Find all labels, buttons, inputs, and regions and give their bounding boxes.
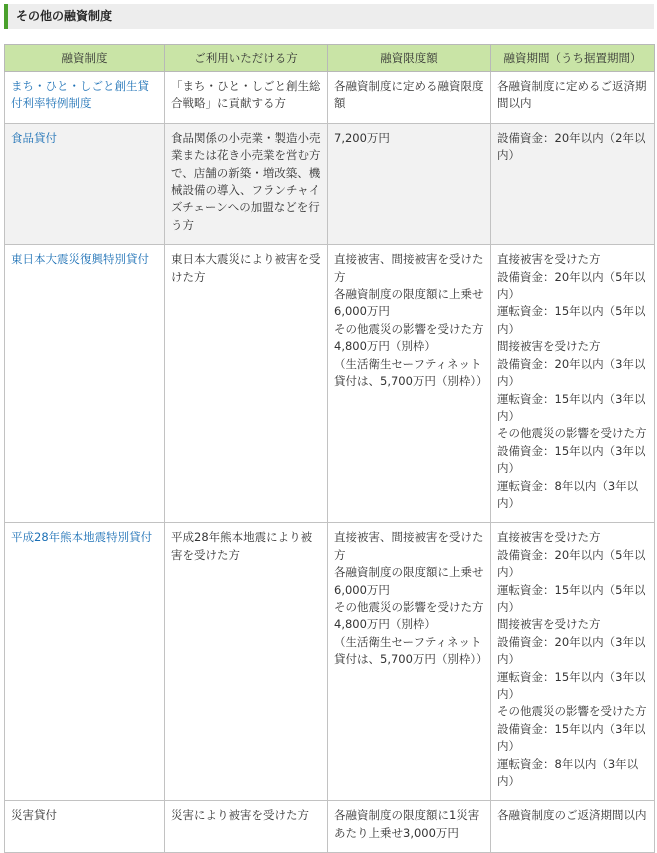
table-row [5,72,655,124]
period-line: 設備資金：20年以内（5年以内） [497,547,646,580]
period-line: 直接被害を受けた方 [497,530,601,545]
limit-line: その他震災の影響を受けた方 [334,321,484,336]
limit-cell [328,523,491,801]
program-name-cell [5,801,165,853]
period-line: 運転資金：15年以内（3年以内） [497,391,646,423]
period-line: 運転資金：8年以内（3年以内） [497,756,639,789]
table-row [5,523,655,801]
period-line: その他震災の影響を受けた方 [497,426,647,441]
eligible-text: 食品関係の小売業・製造小売業または花き小売業を営む方で、店舗の新築・増改築、機械設備の導入、フランチャイズチェーンへの加盟などを行う方 [171,130,321,232]
limit-cell [328,801,491,853]
period-cell [491,245,655,523]
limit-line: 7,200万円 [334,130,390,145]
limit-line: 各融資制度の限度額に1災害あたり上乗せ3,000万円 [334,808,480,840]
period-line: 運転資金：15年以内（5年以内） [497,304,646,336]
program-link[interactable]: 食品貸付 [11,130,57,145]
header-period: 融資期間（うち据置期間） [491,45,655,72]
period-line: 間接被害を受けた方 [497,617,601,632]
period-line: 直接被害を受けた方 [497,252,601,267]
eligible-cell [165,245,328,523]
period-cell [491,801,655,853]
eligible-text: 平成28年熊本地震により被害を受けた方 [171,530,313,562]
eligible-text: 「まち・ひと・しごと創生総合戦略」に貢献する方 [171,79,321,111]
limit-line: 各融資制度の限度額に上乗せ6,000万円 [334,287,484,319]
period-line: 設備資金：20年以内（5年以内） [497,269,646,302]
table-header-row [5,45,655,72]
period-line: 設備資金：20年以内（2年以内） [497,130,646,163]
eligible-text: 災害により被害を受けた方 [171,808,309,823]
loan-programs-table [4,44,655,853]
eligible-text: 東日本大震災により被害を受けた方 [171,252,321,284]
program-name-cell[interactable] [5,245,165,523]
program-link[interactable]: 東日本大震災復興特別貸付 [11,252,149,267]
limit-cell [328,245,491,523]
program-name: 災害貸付 [11,808,57,823]
limit-line: 4,800万円（別枠） [334,339,436,354]
period-line: 間接被害を受けた方 [497,339,601,354]
period-line: 各融資制度に定めるご返済期間以内 [497,79,647,111]
eligible-cell [165,72,328,124]
limit-line: 4,800万円（別枠） [334,617,436,632]
limit-line: その他震災の影響を受けた方 [334,599,484,614]
program-name-cell[interactable] [5,523,165,801]
header-program: 融資制度 [5,45,165,72]
limit-line: 各融資制度の限度額に上乗せ6,000万円 [334,565,484,597]
table-row [5,123,655,244]
period-line: 運転資金：8年以内（3年以内） [497,478,639,510]
table-row [5,245,655,523]
period-line: 設備資金：15年以内（3年以内） [497,443,646,476]
period-cell [491,523,655,801]
limit-cell [328,72,491,124]
program-name-cell[interactable] [5,123,165,244]
period-line: 各融資制度のご返済期間以内 [497,808,647,823]
eligible-cell [165,123,328,244]
program-name-cell[interactable] [5,72,165,124]
period-cell [491,72,655,124]
limit-line: 直接被害、間接被害を受けた方 [334,252,484,284]
period-line: 運転資金：15年以内（3年以内） [497,669,646,701]
limit-cell [328,123,491,244]
eligible-cell [165,801,328,853]
period-line: 設備資金：15年以内（3年以内） [497,721,646,754]
program-link[interactable]: まち・ひと・しごと創生貸付利率特例制度 [11,79,149,111]
limit-line: （生活衛生セーフティネット貸付は、5,700万円（別枠）） [334,634,488,667]
period-line: その他震災の影響を受けた方 [497,704,647,719]
period-line: 運転資金：15年以内（5年以内） [497,582,646,614]
limit-line: （生活衛生セーフティネット貸付は、5,700万円（別枠）） [334,356,488,389]
program-link[interactable]: 平成28年熊本地震特別貸付 [11,530,153,545]
limit-line: 直接被害、間接被害を受けた方 [334,530,484,562]
header-eligible: ご利用いただける方 [165,45,328,72]
header-limit: 融資限度額 [328,45,491,72]
period-cell [491,123,655,244]
limit-line: 各融資制度に定める融資限度額 [334,79,484,111]
section-title: その他の融資制度 [4,4,654,29]
table-row [5,801,655,853]
period-line: 設備資金：20年以内（3年以内） [497,356,646,389]
eligible-cell [165,523,328,801]
period-line: 設備資金：20年以内（3年以内） [497,634,646,667]
